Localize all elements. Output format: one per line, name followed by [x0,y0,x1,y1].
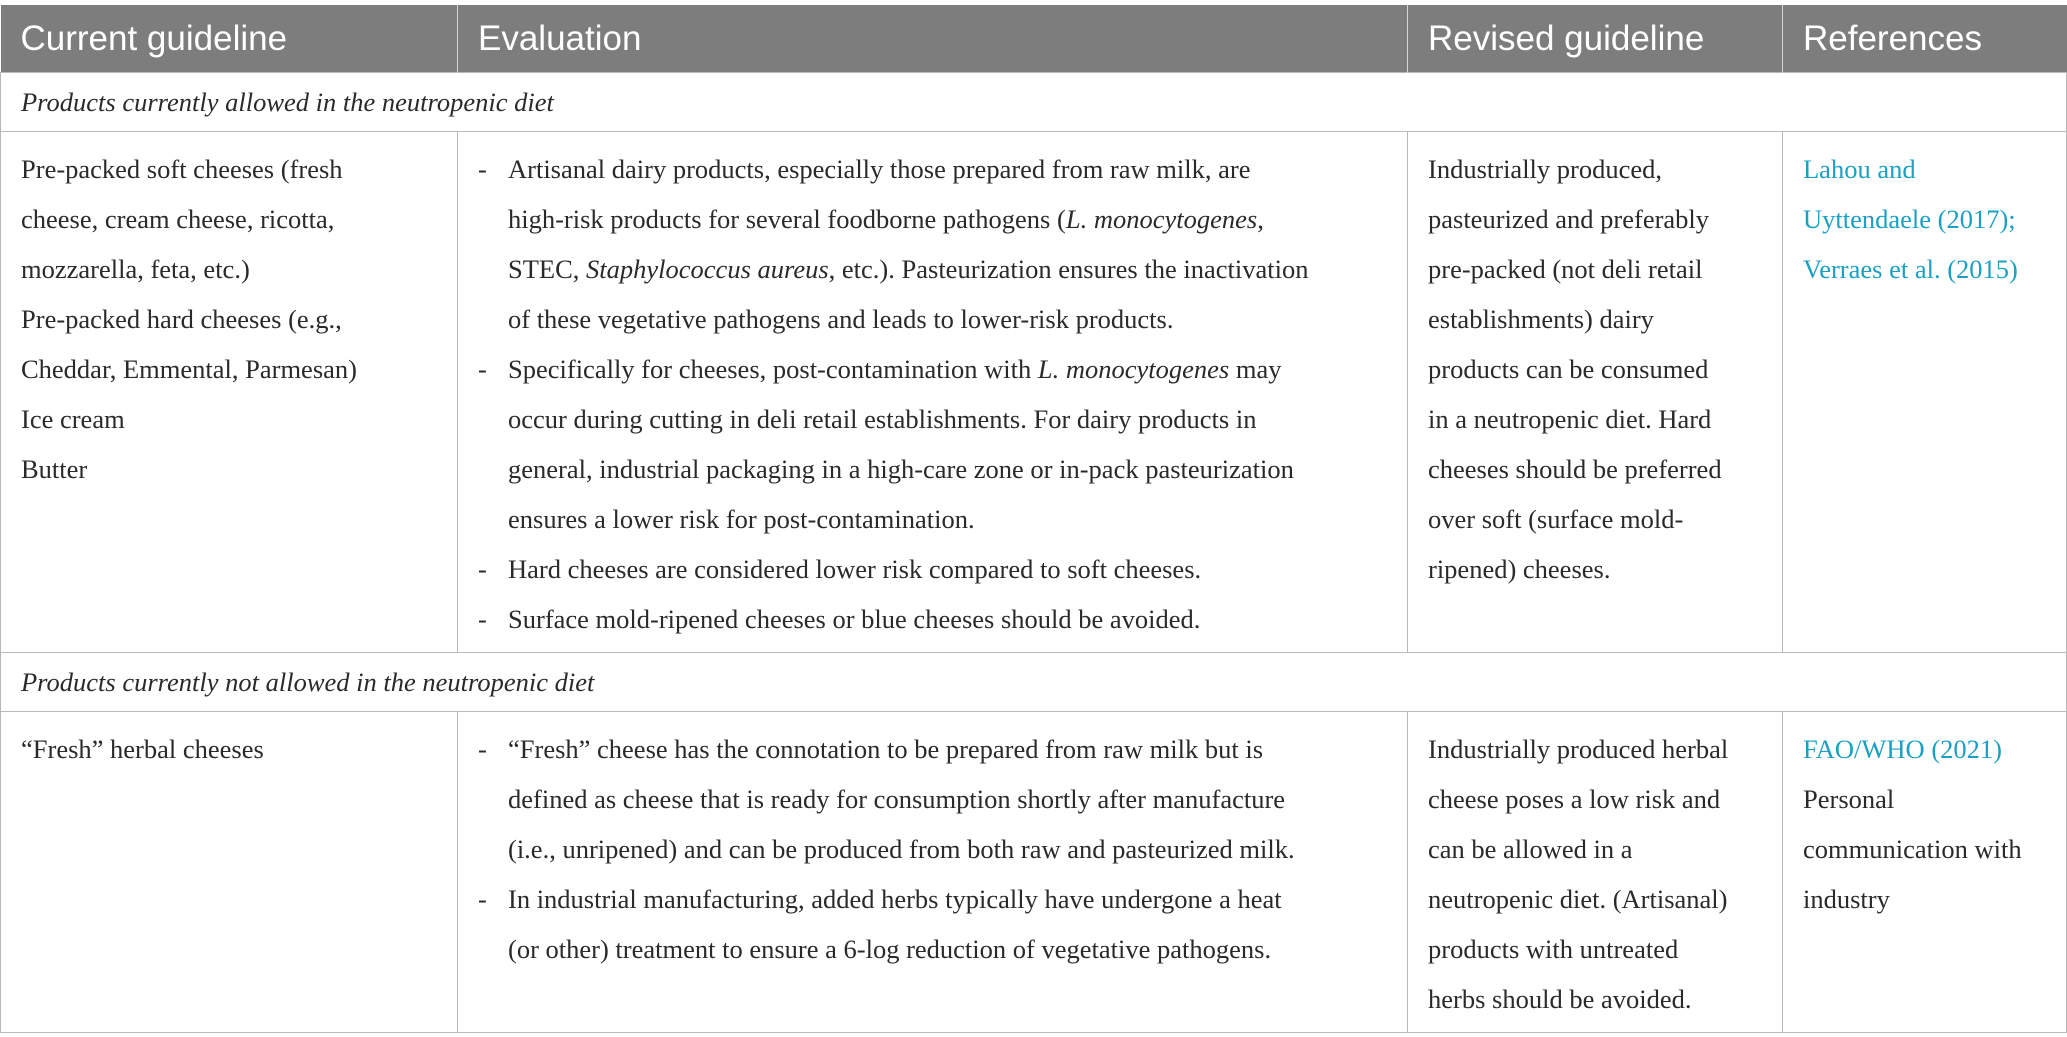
evaluation-bullet [478,544,1387,594]
revised-line: establishments) dairy [1428,304,1654,334]
evaluation-cell [458,712,1408,1033]
evaluation-cell [458,132,1408,653]
table-row [1,132,2067,653]
evaluation-bullet [478,724,1387,874]
revised-line: cheese poses a low risk and [1428,784,1721,814]
dash-bullet-icon: - [478,884,487,914]
evaluation-line: “Fresh” cheese has the connotation to be prepared from raw milk but is [508,734,1264,764]
revised-line: herbs should be avoided. [1428,984,1692,1014]
revised-line: over soft (surface mold- [1428,504,1684,534]
header-current-guideline: Current guideline [1,5,458,73]
evaluation-line: STEC, Staphylococcus aureus, etc.). Pasteurization ensures the inactivation [508,254,1309,284]
dash-bullet-icon: - [478,154,487,184]
revised-guideline-cell [1408,712,1783,1033]
table-row [1,712,2067,1033]
evaluation-line: general, industrial packaging in a high-care zone or in-pack pasteurization [508,454,1294,484]
evaluation-line: Surface mold-ripened cheeses or blue cheeses should be avoided. [508,604,1201,634]
dash-bullet-icon: - [478,734,487,764]
evaluation-line: Hard cheeses are considered lower risk compared to soft cheeses. [508,554,1202,584]
evaluation-line: high-risk products for several foodborne pathogens (L. monocytogenes, [508,204,1264,234]
current-line: “Fresh” herbal cheeses [21,734,264,764]
evaluation-line: Artisanal dairy products, especially those prepared from raw milk, are [508,154,1251,184]
revised-line: can be allowed in a [1428,834,1633,864]
dash-bullet-icon: - [478,554,487,584]
reference-text: communication with [1803,834,2022,864]
evaluation-line: ensures a lower risk for post-contamination. [508,504,975,534]
revised-line: in a neutropenic diet. Hard [1428,404,1712,434]
revised-line: ripened) cheeses. [1428,554,1611,584]
header-row [1,5,2067,73]
evaluation-list [478,144,1387,644]
references-cell [1783,132,2067,653]
section-row [1,653,2067,712]
reference-text: industry [1803,884,1890,914]
reference-text: Personal [1803,784,1895,814]
evaluation-line: (i.e., unripened) and can be produced from both raw and pasteurized milk. [508,834,1295,864]
revised-guideline-cell [1408,132,1783,653]
header-references: References [1783,5,2067,73]
revised-line: products can be consumed [1428,354,1709,384]
evaluation-line: occur during cutting in deli retail establishments. For dairy products in [508,404,1257,434]
section-title-not-allowed: Products currently not allowed in the neutropenic diet [1,653,2067,712]
section-row [1,73,2067,132]
dash-bullet-icon: - [478,354,487,384]
revised-line: products with untreated [1428,934,1679,964]
current-line: Cheddar, Emmental, Parmesan) [21,354,357,384]
evaluation-bullet [478,594,1387,644]
revised-line: pre-packed (not deli retail [1428,254,1703,284]
section-title-allowed: Products currently allowed in the neutropenic diet [1,73,2067,132]
references-cell [1783,712,2067,1033]
evaluation-bullet [478,874,1387,974]
evaluation-line: defined as cheese that is ready for consumption shortly after manufacture [508,784,1286,814]
evaluation-line: of these vegetative pathogens and leads to lower-risk products. [508,304,1174,334]
current-line: cheese, cream cheese, ricotta, [21,204,335,234]
evaluation-line: Specifically for cheeses, post-contamination with L. monocytogenes may [508,354,1282,384]
evaluation-bullet [478,344,1387,544]
current-guideline-cell [1,712,458,1033]
current-guideline-cell [1,132,458,653]
header-evaluation: Evaluation [458,5,1408,73]
current-line: Ice cream [21,404,125,434]
revised-line: neutropenic diet. (Artisanal) [1428,884,1728,914]
revised-line: Industrially produced herbal [1428,734,1729,764]
reference-link[interactable]: Uyttendaele (2017); [1803,204,2016,234]
evaluation-list [478,724,1387,974]
revised-line: pasteurized and preferably [1428,204,1710,234]
current-line: Pre-packed soft cheeses (fresh [21,154,343,184]
revised-line: Industrially produced, [1428,154,1663,184]
dash-bullet-icon: - [478,604,487,634]
header-revised-guideline: Revised guideline [1408,5,1783,73]
guideline-table [0,5,2067,1033]
evaluation-line: In industrial manufacturing, added herbs typically have undergone a heat [508,884,1282,914]
current-line: mozzarella, feta, etc.) [21,254,250,284]
evaluation-bullet [478,144,1387,344]
current-line: Butter [21,454,88,484]
current-line: Pre-packed hard cheeses (e.g., [21,304,342,334]
reference-link[interactable]: Verraes et al. (2015) [1803,254,2018,284]
evaluation-line: (or other) treatment to ensure a 6-log reduction of vegetative pathogens. [508,934,1272,964]
reference-link[interactable]: FAO/WHO (2021) [1803,734,2002,764]
reference-link[interactable]: Lahou and [1803,154,1916,184]
revised-line: cheeses should be preferred [1428,454,1722,484]
